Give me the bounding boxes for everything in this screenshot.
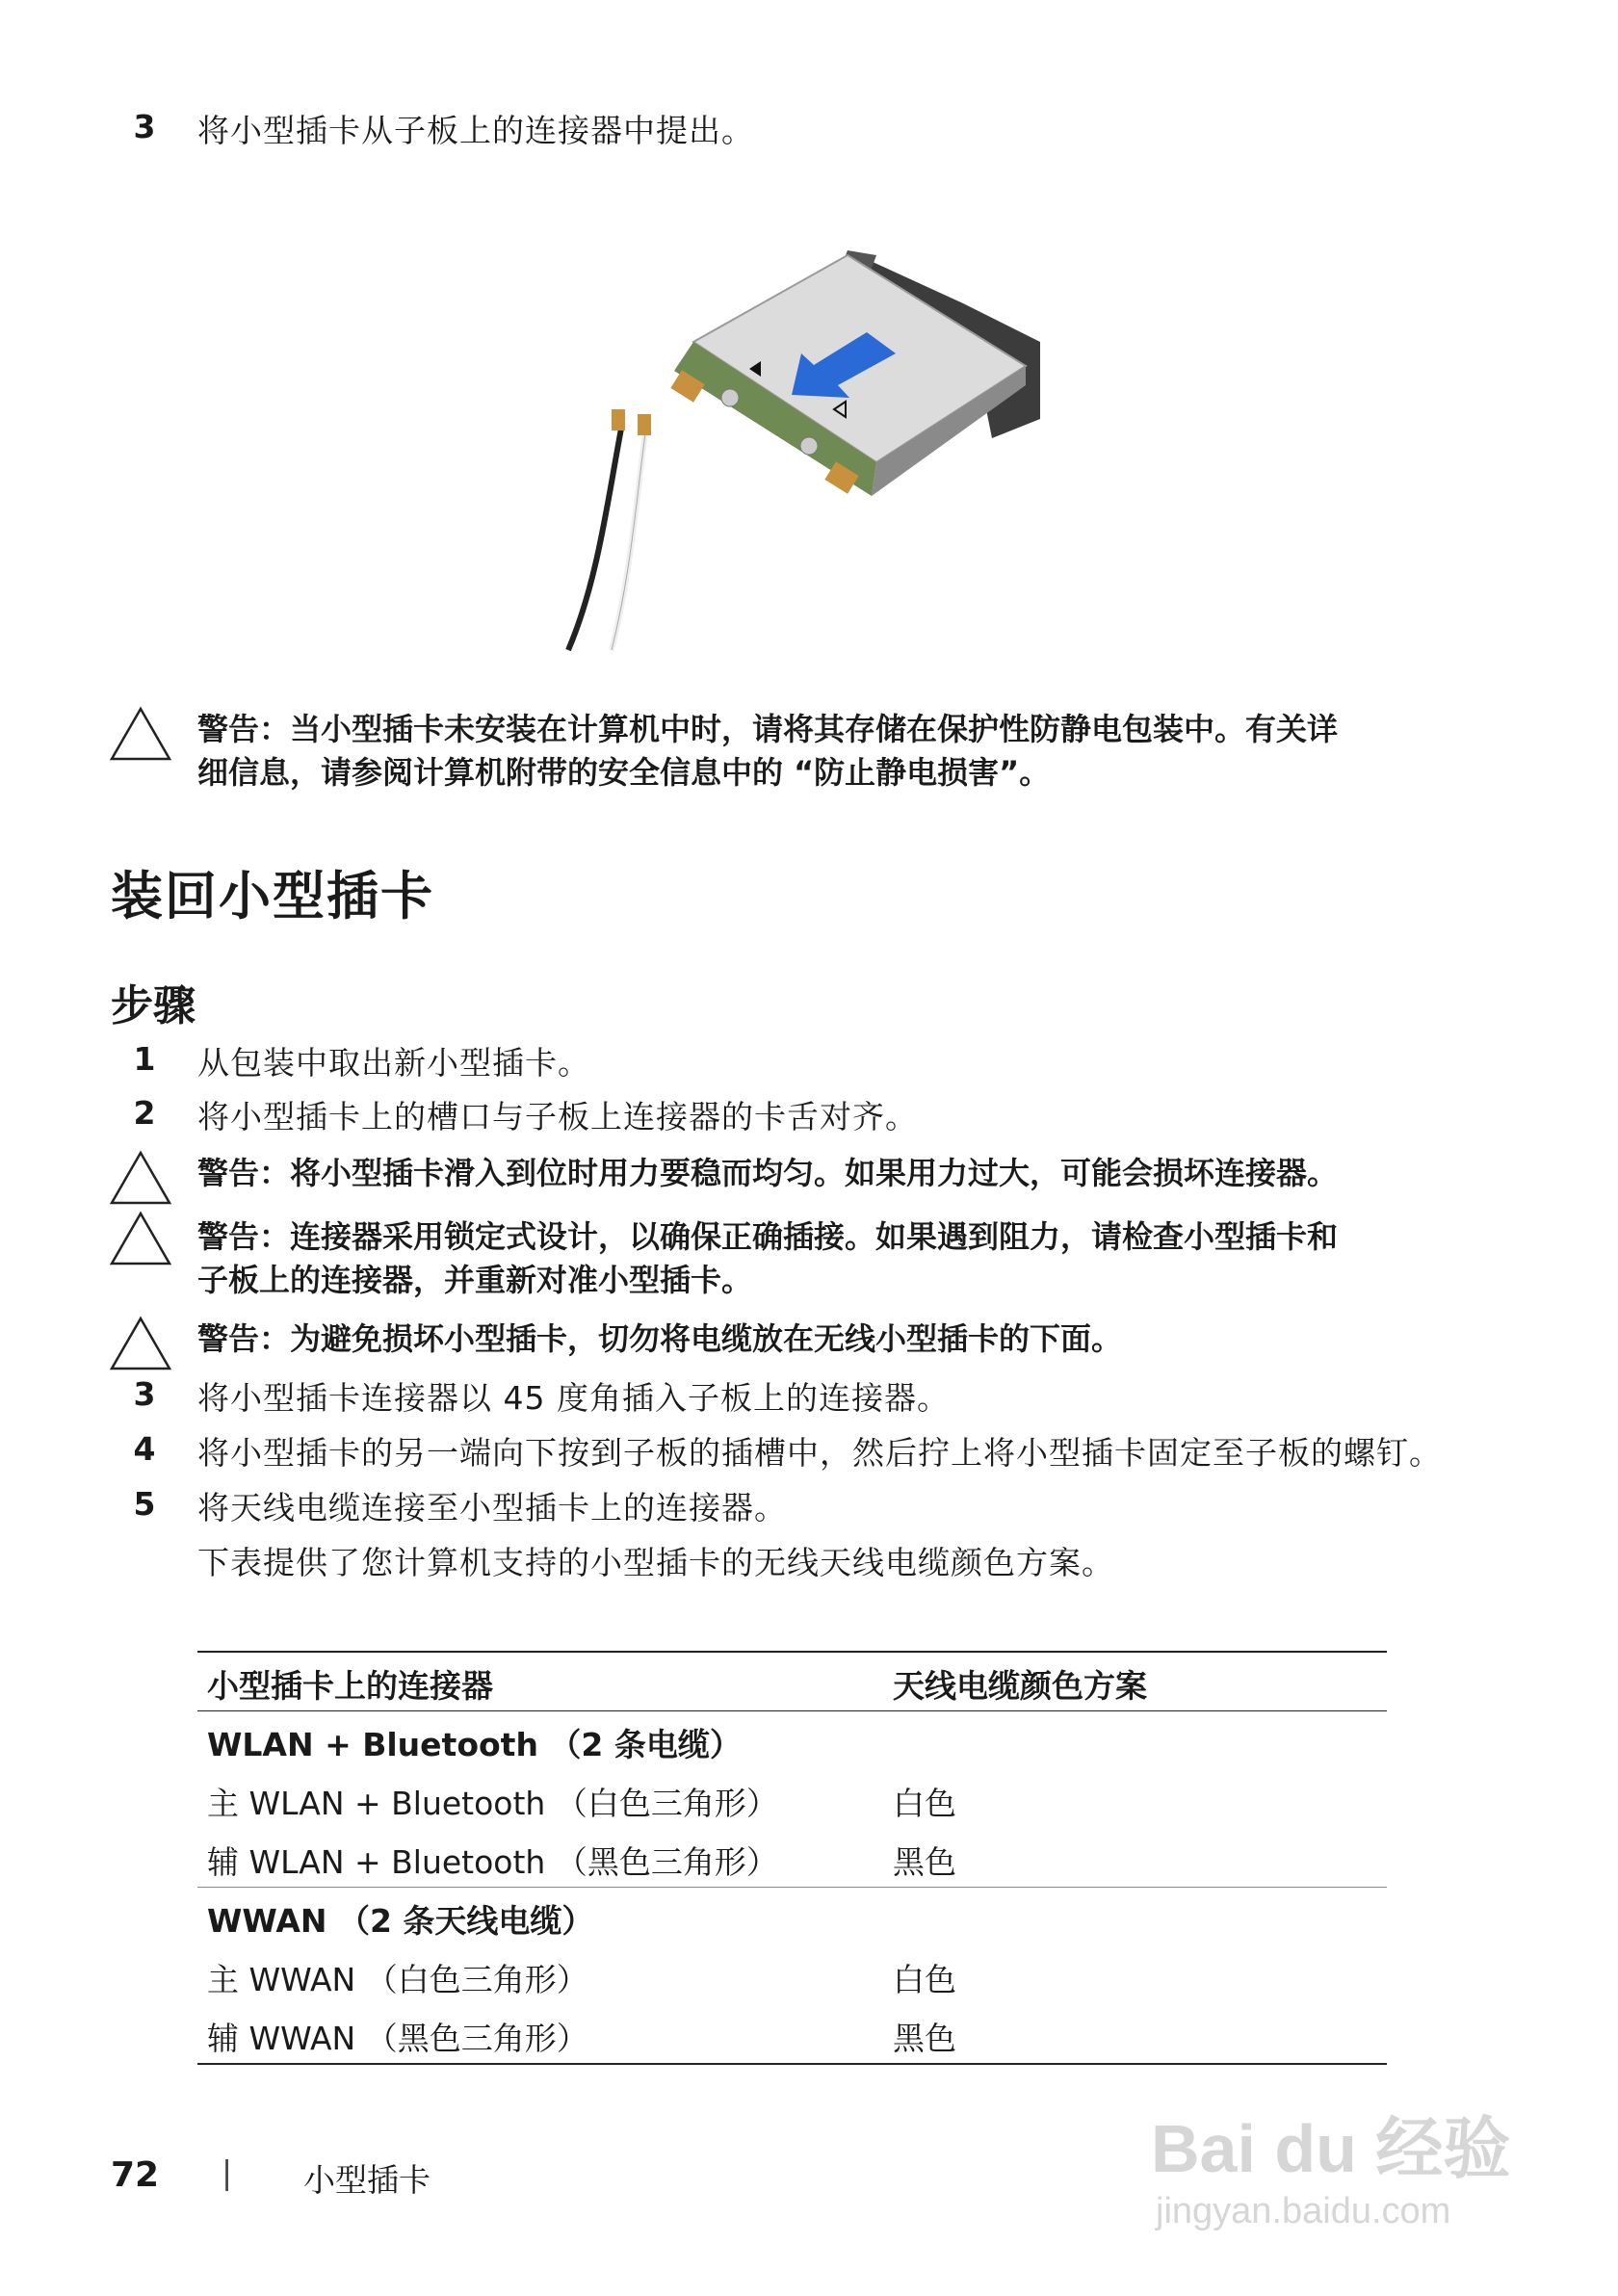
step-number: 3	[133, 108, 156, 145]
table-header-row	[197, 1652, 1387, 1710]
warning-line: 细信息，请参阅计算机附带的安全信息中的 “防止静电损害”。	[197, 754, 1051, 791]
table-cell: 黑色	[893, 1843, 956, 1881]
table-bottom-rule	[197, 2063, 1387, 2065]
table-header-rule	[197, 1710, 1387, 1711]
step-number: 5	[133, 1485, 156, 1523]
table-cell: 辅 WLAN + Bluetooth （黑色三角形）	[207, 1843, 778, 1881]
table-header-connector: 小型插卡上的连接器	[207, 1667, 493, 1705]
table-row	[197, 1945, 1387, 2004]
table-cell: 黑色	[893, 2020, 956, 2057]
watermark-brand: Bai du 经验	[1151, 2111, 1511, 2186]
step-text: 将小型插卡从子板上的连接器中提出。	[197, 112, 754, 149]
group-title: WWAN （2 条天线电缆）	[207, 1902, 594, 1940]
step-text: 将天线电缆连接至小型插卡上的连接器。	[197, 1489, 787, 1526]
antenna-color-table	[197, 1652, 1387, 2063]
mini-card-illustration	[539, 236, 1079, 660]
step-number: 2	[133, 1094, 156, 1132]
subsection-title: 步骤	[111, 981, 196, 1031]
page-number: 72	[111, 2155, 160, 2195]
group-title: WLAN + Bluetooth （2 条电缆）	[207, 1726, 742, 1763]
table-cell: 白色	[893, 1961, 956, 1998]
table-group-title	[197, 1887, 1387, 1945]
footer-chapter: 小型插卡	[303, 2161, 431, 2199]
step-number: 1	[133, 1040, 156, 1078]
table-row	[197, 1828, 1387, 1887]
warning-triangle-icon	[108, 705, 173, 763]
table-group-rule	[197, 1887, 1387, 1888]
table-cell: 主 WWAN （白色三角形）	[207, 1961, 588, 1998]
warning-line: 警告：将小型插卡滑入到位时用力要稳而均匀。如果用力过大，可能会损坏连接器。	[197, 1155, 1339, 1191]
step-text: 将小型插卡的另一端向下按到子板的插槽中，然后拧上将小型插卡固定至子板的螺钉。	[197, 1434, 1442, 1472]
warning-line: 警告：连接器采用锁定式设计，以确保正确插接。如果遇到阻力，请检查小型插卡和	[197, 1218, 1339, 1255]
table-group-title	[197, 1710, 1387, 1769]
warning-line: 警告：当小型插卡未安装在计算机中时，请将其存储在保护性防静电包装中。有关详	[197, 711, 1339, 747]
table-cell: 辅 WWAN （黑色三角形）	[207, 2020, 588, 2057]
table-intro: 下表提供了您计算机支持的小型插卡的无线天线电缆颜色方案。	[197, 1544, 1114, 1581]
table-cell: 白色	[893, 1785, 956, 1822]
warning-line: 子板上的连接器，并重新对准小型插卡。	[197, 1262, 753, 1298]
step-text: 从包装中取出新小型插卡。	[197, 1044, 590, 1082]
table-row	[197, 1769, 1387, 1828]
step-text: 将小型插卡上的槽口与子板上连接器的卡舌对齐。	[197, 1098, 918, 1135]
table-cell: 主 WLAN + Bluetooth （白色三角形）	[207, 1785, 778, 1822]
warning-line: 警告：为避免损坏小型插卡，切勿将电缆放在无线小型插卡的下面。	[197, 1320, 1123, 1357]
table-row	[197, 2004, 1387, 2063]
step-number: 3	[133, 1375, 156, 1413]
warning-triangle-icon	[108, 1149, 173, 1207]
step-number: 4	[133, 1430, 156, 1468]
step-text: 将小型插卡连接器以 45 度角插入子板上的连接器。	[197, 1379, 950, 1417]
watermark-url: jingyan.baidu.com	[1156, 2191, 1451, 2231]
warning-triangle-icon	[108, 1210, 173, 1267]
section-title: 装回小型插卡	[111, 866, 434, 926]
warning-triangle-icon	[108, 1315, 173, 1372]
footer-separator: |	[222, 2153, 233, 2191]
table-header-color: 天线电缆颜色方案	[893, 1667, 1147, 1705]
